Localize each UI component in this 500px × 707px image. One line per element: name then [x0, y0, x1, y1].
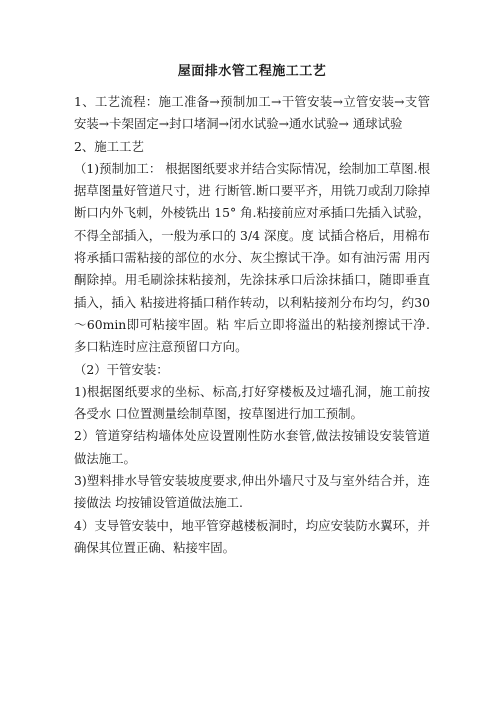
main-pipe-step-2: 2）管道穿结构墙体处应设置刚性防水套管,做法按铺设安装管道做法施工。: [74, 428, 430, 466]
main-pipe-step-3: 3)塑料排水导管安装坡度要求,伸出外墙尺寸及与室外结合并，连接做法 均按铺设管道做法施工.: [74, 473, 430, 511]
prefabrication-paragraph: （1)预制加工： 根据图纸要求并结合实际情况，绘制加工草图.根据草图量好管道尺寸，进 行断管.断口要平齐，用铣刀或刮刀除掉断口内外飞刺，外棱铣出 15° 角.粘接前应对承插口先插入试验，不得全部插入，一般为承口的 3/4 深度。度 试插合格后，用棉布将承插口需粘接的部位的水分、灰尘擦试干净。如有油污需 用丙酮除掉。用毛刷涂抹粘接剂，先涂抹承口后涂抹插口，随即垂直插入，插入 粘接进将插口稍作转动，以利粘接剂分布均匀，约30～60min即可粘接牢固。粘 牢后立即将溢出的粘接剂擦试干净.多口粘连时应注意预留口方向。: [74, 160, 430, 355]
document-page: [74, 62, 430, 559]
subsection-heading-main-pipe: （2）干管安装：: [74, 361, 169, 377]
process-flow-paragraph: 1、工艺流程：施工准备→预制加工→干管安装→立管安装→支管安装→卡架固定→封口堵洞→闭水试验→通水试验→ 通球试验: [74, 94, 430, 132]
main-pipe-step-1: 1)根据图纸要求的坐标、标高,打好穿楼板及过墙孔洞，施工前按各受水 口位置测量绘制草图，按草图进行加工预制。: [74, 383, 430, 422]
document-title: 屋面排水管工程施工工艺: [177, 64, 327, 79]
main-pipe-step-4: 4）支导管安装中，地平管穿越楼板洞时，均应安装防水翼环，并确保其位置正确、粘接牢固。: [74, 517, 430, 555]
section-heading-construction: 2、施工工艺: [74, 138, 144, 154]
